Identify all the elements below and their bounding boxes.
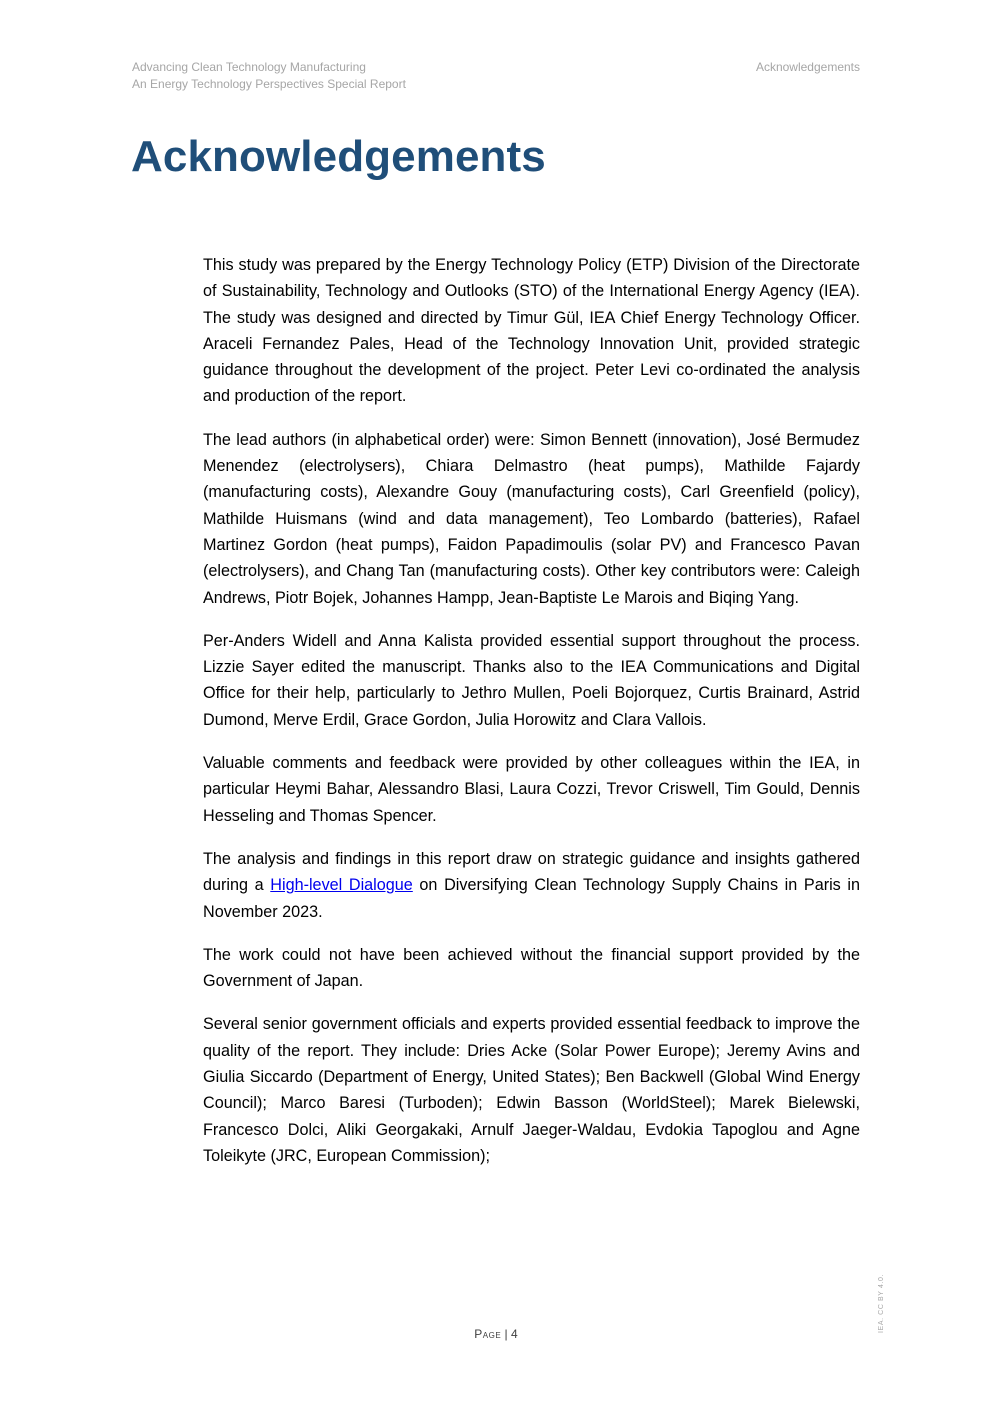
body-text: [203, 252, 860, 1186]
page-separator: |: [501, 1327, 511, 1341]
paragraph-feedback: Valuable comments and feedback were provided by other colleagues within the IEA, in particular Heymi Bahar, Alessandro Blasi, Laura Cozzi, Trevor Criswell, Tim Gould, Dennis Hesseling and Thomas Spencer.: [203, 754, 860, 825]
page-title: Acknowledgements: [131, 132, 546, 181]
running-header-left: [132, 59, 406, 93]
paragraph-study-preparation: This study was prepared by the Energy Technology Policy (ETP) Division of the Directorate of Sustainability, Technology and Outlooks (STO) of the International Energy Agency (IEA). The study was designed and directed by Timur Gül, IEA Chief Energy Technology Officer. Araceli Fernandez Pales, Head of the Technology Innovation Unit, provided strategic guidance throughout the development of the project. Peter Levi co-ordinated the analysis and production of the report.: [203, 256, 860, 406]
paragraph-support: Per-Anders Widell and Anna Kalista provided essential support throughout the process. Lizzie Sayer edited the manuscript. Thanks also to the IEA Communications and Digital Office for their help, particularly to Jethro Mullen, Poeli Bojorquez, Curtis Brainard, Astrid Dumond, Merve Erdil, Grace Gordon, Julia Horowitz and Clara Vallois.: [203, 631, 860, 729]
running-header-section: Acknowledgements: [755, 60, 860, 74]
paragraph-funding: The work could not have been achieved without the financial support provided by the Government of Japan.: [203, 945, 860, 991]
paragraph-dialogue: [203, 846, 860, 925]
dialogue-text-before: The analysis and findings in this report draw on strategic guidance and insights gathered during a: [203, 849, 860, 895]
page-number: 4: [511, 1327, 518, 1341]
report-title: Advancing Clean Technology Manufacturing: [132, 60, 366, 74]
paragraph-lead-authors: The lead authors (in alphabetical order) were: Simon Bennett (innovation), José Bermudez Menendez (electrolysers), Chiara Delmastro (heat pumps), Mathilde Fajardy (manufacturing costs), Alexandre Gouy (manufacturing costs), Carl Greenfield (policy), Mathilde Huismans (wind and data management), Teo Lombardo (batteries), Rafael Martinez Gordon (heat pumps), Faidon Papadimoulis (solar PV) and Francesco Pavan (electrolysers), and Chang Tan (manufacturing costs). Other key contributors were: Caleigh Andrews, Piotr Bojek, Johannes Hampp, Jean-Baptiste Le Marois and Biqing Yang.: [203, 430, 860, 607]
report-subtitle: An Energy Technology Perspectives Special Report: [132, 77, 406, 91]
dialogue-text-after: on Diversifying Clean Technology Supply Chains in Paris in November 2023.: [203, 876, 861, 921]
paragraph-reviewers: Several senior government officials and experts provided essential feedback to improve the quality of the report. They include: Dries Acke (Solar Power Europe); Jeremy Avins and Giulia Siccardo (Department of Energy, United States); Ben Backwell (Global Wind Energy Council); Marco Baresi (Turboden); Edwin Basson (WorldSteel); Marek Bielewski, Francesco Dolci, Aliki Georgakaki, Arnulf Jaeger-Waldau, Evdokia Tapoglou and Agne Toleikyte (JRC, European Commission);: [203, 1015, 860, 1165]
page-word: Page: [474, 1327, 502, 1341]
license-notice: IEA. CC BY 4.0.: [878, 1273, 885, 1333]
page-footer: [0, 1327, 992, 1341]
high-level-dialogue-link[interactable]: High-level Dialogue: [270, 876, 413, 895]
